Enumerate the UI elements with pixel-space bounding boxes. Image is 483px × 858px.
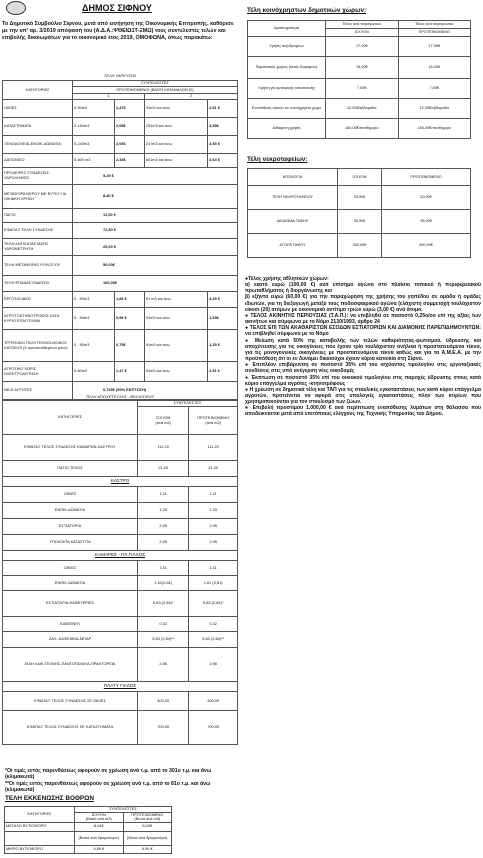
row-item: ΔΙΚΑΙΩΜΑ ΤΑΦΗΣ — [248, 210, 338, 234]
header-current — [138, 407, 189, 435]
row-category: ΟΙΚΙΕΣ — [3, 100, 73, 118]
row-current: 2,56 — [138, 648, 189, 682]
row-category: ΟΙΚΙΕΣ — [3, 487, 138, 503]
header-proposed-label: ΠΡΟΤΕΙΝΟΜΕΝΟ — [131, 811, 164, 817]
table-row — [3, 591, 238, 617]
row-category: ΜΕΤΑΦΟΡΑ ΝΕΡΟΥ ΜΕ ΒΥΤΙΟ ΓΙΑ ΟΙΚΙΑΚΗ ΧΡΗΣΗ — [3, 185, 73, 209]
table-row — [3, 487, 238, 503]
table-row — [3, 118, 238, 136]
row-item: ΤΕΛΗ ΝΕΚΡΟΤΑΦΕΙΟΥ — [248, 186, 338, 210]
row-current: 17,00€ — [326, 37, 399, 57]
row-proposed: 15,00€ — [398, 57, 471, 79]
row-current: 150,00€/πενθήμερο — [326, 119, 399, 139]
row-current: 21,00 — [138, 461, 189, 477]
row-price-2: 2,51 € — [208, 100, 238, 118]
header-tier-1: 1 — [73, 94, 145, 100]
row-value: 25,00 € — [73, 239, 238, 256]
row-current: 0,42 — [138, 617, 189, 632]
header-categories: ΚΑΤΗΓΟΡΙΕΣ — [3, 401, 138, 435]
row-category: ΤΕΛΗ ΕΠΑΝΑΣΥΝΔΕΣΗΣ — [3, 276, 73, 292]
row-current: 1,33 — [138, 503, 189, 519]
row-proposed: 5,83 (2,84)** — [189, 632, 238, 648]
table-row — [3, 292, 238, 308]
row-category: ΠΡΟΧΕΙΡΕΣ ΣΥΝΔΕΣΕΙΣ-ΥΔΡΟΛΗΨΙΕΣ — [3, 168, 73, 185]
table-row — [3, 308, 238, 330]
table-row — [3, 576, 238, 591]
row-category: ΕΦΑΠΑΞ ΤΕΛΟΣ ΣΥΝΔΕΣΗΣ ΚΑΜΑΡΩΝ-ΚΑΣΤΡΟΥ — [3, 435, 138, 461]
septic-table-title: ΤΕΛΗ ΕΚΚΕΝΩΣΗΣ ΒΟΘΡΩΝ — [5, 795, 94, 802]
row-current: 20,00€ — [338, 186, 382, 210]
text-paragraph: ● Η χρέωση σε δημοτικά τέλη και ΤΑΠ για τις σταυλικές εγκαταστάσεις των κατά κύριο επάγγελμα αγροτών, προτείνεται να αφορά στις υπολογιές εγκαταστάσεις πλην των κτιρίων που χρησιμοποιούνται για τον σταυλισμό των ζώων. — [245, 386, 481, 406]
header-coefficients: ΣΥΝΤΕΛΕΣΤΕΣ — [138, 401, 238, 407]
row-current: 2,95 — [138, 519, 189, 535]
row-current: 12,00€/εβδομάδα — [326, 99, 399, 119]
header-categories: ΚΑΤΗΓΟΡΙΕΣ — [5, 807, 75, 823]
table-row — [3, 711, 238, 745]
row-range-2: 91 m3 και άνω — [144, 292, 207, 308]
header-proposed: ΠΡΟΤΕΙΝΟΜΕΝΟ — [398, 29, 471, 37]
row-proposed: 7,00€ — [398, 79, 471, 99]
text-paragraph: ● Έκπτωση σε ποσοστό 35% επί του οικιακού τιμολογίου στις παροχές ύδρευσης στους κατά κύριο επάγγελμα αγρότες -κτηνοτρόφους — [245, 374, 481, 387]
row-proposed: 700,00 — [189, 711, 238, 745]
row-category: ΕΣΤΙΑΤΟΡΙΑ-ΚΑΦΕΤΕΡΙΕΣ — [3, 591, 138, 617]
header-current-unit: (ανά m2) — [155, 419, 171, 425]
header-current: ΙΣΧΥΟΝ — [326, 29, 399, 37]
header-current-label: ΙΣΧΥΟΝ — [156, 414, 171, 420]
row-price-1: 0,75€ — [114, 330, 144, 362]
text-paragraph: ● ΤΕΛΟΣ ΕΠΙ ΤΩΝ ΑΚΑΘΑΡΙΣΤΩΝ ΕΣΟΔΩΝ ΕΣΤΙΑΤΟΡΙΩΝ ΚΑΙ ΔΙΑΜΟΝΗΣ ΠΑΡΕΠΙΔΗΜΟΥΝΤΩΝ: να επιβληθεί σύμφωνα με το Νόμο — [245, 325, 481, 338]
row-category: ΤΡΙΤΕΚΝΟΙ-ΠΟΛΥΤΕΚΝΟΙ-ΜΟΝΙΟΙ ΚΑΤΟΙΚΟΙ (3 προϋποτίθεμένοι μόνο) — [3, 330, 73, 362]
text-paragraph: ● ΤΕΛΟΣ ΑΚΙΝΗΤΗΣ ΠΕΡΙΟΥΣΙΑΣ (Τ.Α.Π.): να επιβληθεί σε ποσοστό 0,25ο/οο επί της αξίας των ακινήτων και σύμφωνα με το Νόμο 2130/1993, άρθρο 24 — [245, 312, 481, 326]
row-activity: Εναπόθεση υλικών σε κοινόχρηστο χώρο — [248, 99, 326, 119]
table-row — [3, 648, 238, 682]
row-category: ΝΕΟΙ ΑΓΡΟΤΕΣ — [3, 382, 73, 400]
text-paragraph: ● Επιπλέον επιβάρυνση σε ποσοστό 35% επί του ισχύοντος τιμολογίου στις εργοταξιακές συνδέσεις στις υπό ανέγερση νέες οικοδομές — [245, 362, 481, 375]
row-price-1: 1,86 € — [114, 292, 144, 308]
row-range-2: 601m3 και άνω — [144, 154, 207, 168]
public-space-title: Τέλη κοινόχρηστων δημοτικών χώρων: — [247, 7, 367, 14]
row-current: 2,95 — [138, 535, 189, 551]
header-proposed — [123, 812, 172, 822]
table-row — [248, 79, 471, 99]
row-price-2: 3,53 € — [208, 136, 238, 154]
page-title: ΔΗΜΟΣ ΣΙΦΝΟΥ — [82, 3, 152, 13]
table-row — [248, 99, 471, 119]
municipality-emblem-icon — [6, 1, 26, 15]
row-price-1: 2,34€ — [114, 154, 144, 168]
row-current: 1,11 — [138, 561, 189, 576]
sewage-table-caption: ΤΕΛΗ ΑΠΟΧΕΤΕΥΣΗΣ - ΒΙΟΛΟΓΙΚΟΥ — [85, 394, 155, 399]
row-current: 1,61(0,81) — [138, 576, 189, 591]
row-price-2: 1,63€ — [208, 308, 238, 330]
row-category: ΔΑΠΟΝΕΙΟ — [3, 154, 73, 168]
row-range-1: 0-90m3 — [73, 100, 115, 118]
row-proposed: 2,95 — [189, 535, 238, 551]
row-current: 5,83 (2,84)* — [138, 591, 189, 617]
footnote-2: **Οι τιμές εντός παρενθέσεως αφορούν σε χρέωση ανά τ.μ. από το 81ο τ.μ. και άνω (κλιμακωτά) — [5, 781, 211, 794]
row-proposed: 21,00 — [189, 461, 238, 477]
row-category: ΕΦΑΠΑΞ ΤΕΛΟΣ ΣΥΝΔΕΣΗΣ ΣΕ ΟΙΚΙΕΣ — [3, 692, 138, 711]
row-current: 9,59 € — [75, 845, 124, 853]
row-category: ΜΙΚΡΟ ΒΥΤΙΟΦΟΡΟ — [5, 845, 75, 853]
decision-text — [245, 276, 481, 418]
row-proposed: 2,95 — [189, 519, 238, 535]
table-row — [3, 435, 238, 461]
row-price-2: 2,51 € — [208, 362, 238, 382]
row-proposed: 2,56 — [189, 648, 238, 682]
row-proposed: 9,59 € — [123, 845, 172, 853]
table-row — [3, 223, 238, 239]
row-proposed: 111,20 — [189, 435, 238, 461]
row-current: 5,83 (2,84)** — [138, 632, 189, 648]
cemetery-fees-table — [247, 168, 471, 258]
section-row — [3, 551, 238, 561]
table-row — [3, 276, 238, 292]
table-row — [3, 154, 238, 168]
cemetery-title: Τέλη νεκροταφείων: — [247, 156, 308, 163]
row-category: ΕΡΓΟΤΑΞΙΑΚΟ — [3, 292, 73, 308]
row-price-1: 2,08€ — [114, 118, 144, 136]
row-proposed: 1,11 — [189, 561, 238, 576]
table-row — [248, 210, 471, 234]
section-heading: ΚΑΣΤΡΟ — [3, 477, 238, 487]
table-row — [3, 136, 238, 154]
row-range-2: 24 lm3 και άνω — [144, 136, 207, 154]
row-category: ΑΓΡΟΤΟΚΤΗΝΟΤΡΟΦΟΙ ΚΑΤΑ ΚΥΡΙΟ ΕΠΑΓΓΕΛΜΑ — [3, 308, 73, 330]
row-category: ΕΦΑΠΑΞ ΤΕΛΗ ΣΥΝΔΕΣΗΣ — [3, 223, 73, 239]
row-category: ΚΑΤΑΣΤΗΜΑΤΑ — [3, 118, 73, 136]
row-category: ΤΕΛΗ ΜΕΤΑΦΟΡΑΣ ΡΟΛΟΓΙΟΥ — [3, 256, 73, 276]
header-current — [75, 812, 124, 822]
row-range-2: 91m3 και άνω — [144, 100, 207, 118]
septic-fees-table — [4, 806, 172, 854]
header-tier-2: 2 — [144, 94, 237, 100]
row-current: 8,04€ — [75, 822, 124, 831]
table-row — [248, 186, 471, 210]
header-coefficients: ΣΥΝΤΕΛΕΣΤΕΣ — [75, 807, 172, 813]
table-row — [3, 239, 238, 256]
table-row — [3, 561, 238, 576]
table-row — [5, 822, 172, 831]
row-range-2: 81m3 και άνω — [144, 362, 207, 382]
row-range-2: 91m3 και άνω — [144, 330, 207, 362]
row-range-2: 151m3 και άνω — [144, 118, 207, 136]
table-row — [3, 632, 238, 648]
header-fee-a: Τέλος ανά τετραγωνικό — [326, 21, 399, 29]
row-current: 15,00€ — [326, 57, 399, 79]
text-paragraph: β) εξήντα ευρώ (60,00 €) για την παραχώρηση της χρήσης του γηπέδου σε ομάδα ή ομάδες ιδιωτών, για τη διεξαγωγή μεταξύ τους ποδοσφαιρικού αγώνα (ελάχιστη συμμετοχή τουλάχιστον είκοσι (20) ατόμων με οικονομικό αντίτιμο τριών ευρώ (3,00 €) ανά άτομο. — [245, 294, 481, 313]
header-apologia: ΑΠΟΛΟΓΙΑ — [248, 169, 338, 186]
row-activity: Αιθαίρετη χρήση — [248, 119, 326, 139]
row-proposed: 5,83 (2,84)* — [189, 591, 238, 617]
row-range-1: 0 - 90m3 — [73, 308, 115, 330]
header-categories: ΚΑΤΗΓΟΡΙΕΣ — [3, 81, 73, 100]
table-row — [3, 461, 238, 477]
section-row — [3, 682, 238, 692]
row-category: ΕΙΔΗ ΛΑΙΚ.ΤΕΧΝΗΣ-ΠΑΝΤΟΠΩΛΕΙΑ-ΠΡΑΚΤΟΡΕΙΑ — [3, 648, 138, 682]
row-category: ΠΑΓΙΟ — [3, 209, 73, 223]
header-proposed — [189, 407, 238, 435]
row-proposed: 8,04€ — [123, 822, 172, 831]
header-current-label: ΙΣΧΥΟΝ — [91, 811, 106, 817]
row-proposed: 1,61 (0,81) — [189, 576, 238, 591]
header-coefficients: ΣΥΝΤΕΛΕΣΤΕΣ — [73, 81, 238, 87]
header-proposed: ΠΡΟΤΕΙΝΟΜΕΝΟ — [382, 169, 471, 186]
row-current: 400,00 — [138, 692, 189, 711]
row-value: 72,90 € — [73, 223, 238, 239]
row-current: 1,11 — [138, 487, 189, 503]
row-category: ΕΣΤΙΑΤΟΡΙΑ — [3, 519, 138, 535]
table-row — [3, 519, 238, 535]
table-row — [248, 119, 471, 139]
row-value: 50,00€ — [73, 256, 238, 276]
row-activity: Χρήση πεζοδρομίων — [248, 37, 326, 57]
row-proposed: 0,42 — [189, 617, 238, 632]
row-category: ΖΑΧ.-ΚΑΦΕΝΕΙΑ-ΜΠΑΡ — [3, 632, 138, 648]
header-fee-b: Τέλος ανά τετραγωνικό — [398, 21, 471, 29]
row-range-1: 0-80m3 — [73, 362, 115, 382]
public-space-fees-table — [247, 20, 471, 139]
text-paragraph: ●Τέλος χρήσης αθλητικών χώρων: — [245, 276, 329, 282]
text-paragraph: α) εκατό ευρώ (100,00 €) ανά επίσημο αγώνα στο πλαίσιο τοπικού ή περιφερειακού πρωταθλήματος ή διοργάνωσης και — [245, 282, 481, 295]
table-row — [3, 692, 238, 711]
table-row — [3, 256, 238, 276]
row-activity: Παραλιακός χώρος (εκτός Καμαρών) — [248, 57, 326, 79]
header-current-unit: (Βυτιό ανά m3) — [85, 816, 112, 822]
header-proposed-label: ΠΡΟΤΕΙΝΟΜΕΝΟ — [197, 414, 230, 420]
header-proposed: ΠΡΟΤΕΙΝΟΜΕΝΟΙ (ΒΑΣΕΙ ΚΑΤΑΝΑΛΩΣΗΣ) — [73, 87, 238, 94]
row-category: ΞΕΝΟΔΟΧΕΙΑ-ΕΝΟΙΚ.ΔΩΜΑΤΙΑ — [3, 136, 73, 154]
section-row — [3, 477, 238, 487]
water-table-caption: ΤΕΛΗ ΥΔΡΕΥΣΗΣ — [103, 73, 137, 78]
row-price-2: 3,64 € — [208, 154, 238, 168]
row-range-1: 0-150m3 — [73, 118, 115, 136]
row-category: ΟΙΚΙΕΣ — [3, 561, 138, 576]
table-row — [3, 535, 238, 551]
header-proposed-unit: (Βυτιό ανά m3) — [134, 816, 161, 822]
header-proposed-unit-2: (Βυτιό ανά δρομολόγιο) — [123, 831, 172, 845]
row-current: 35,00€ — [338, 210, 382, 234]
row-category: ΥΠΟΛΟΙΠΑ ΚΑΤΑΣΤ/ΤΑ — [3, 535, 138, 551]
row-activity: Χρήση για εμπορικής κατασκευής — [248, 79, 326, 99]
row-proposed: 17,00€ — [398, 37, 471, 57]
header-current: ΙΣΧΥΟΝ — [338, 169, 382, 186]
intro-paragraph: Το Δημοτικό Συμβούλιο Σίφνου, μετά από εισήγηση της Οικονομικής Επιτροπής, καθόρισε με την υπ' αρ. 3/2019 απόφασή του (Α.Δ.Α.:ΨΘΕΙΩ1Τ-ΞΜΩ) τους συντελεστές τελών και επιβολής δικαιωμάτων για το οικονομικό έτος 2019, ΟΜΟΦΩΝΑ, όπως παρακάτω: — [2, 21, 234, 41]
row-current: 300,00€ — [338, 234, 382, 258]
row-value: 8,40 € — [73, 185, 238, 209]
row-current: 7,00€ — [326, 79, 399, 99]
row-category: ΤΕΛΗ ΑΝΤΙΚΑΤΑΣΤΑΣΗΣ ΥΔΡΟΜΕΤΡΗΤΗ — [3, 239, 73, 256]
row-proposed: 20,00€ — [382, 186, 471, 210]
water-fees-table — [2, 80, 238, 400]
row-value: 5,25 € — [73, 168, 238, 185]
table-row — [3, 362, 238, 382]
row-proposed: 300,00€ — [382, 234, 471, 258]
row-price-2: 3,29 € — [208, 292, 238, 308]
row-proposed: 35,00€ — [382, 210, 471, 234]
table-row — [3, 100, 238, 118]
row-value: 100,00€ — [73, 276, 238, 292]
text-paragraph: ● Επιβολή προστίμου 1.000,00 € ανά περίπτωση εναπόθεσης λυμάτων στη θάλασσα που αποδεικνύεται μετά από επιτόπιους ελέγχους της Τεχνικής Υπηρεσίας του Δήμου. — [245, 405, 481, 418]
row-price-1: 1,47 € — [114, 362, 144, 382]
row-category: ΜΕΓΑΛΟ ΒΥΤΙΟΦΟΡΟ — [5, 822, 75, 831]
table-row — [248, 37, 471, 57]
footnote-1: *Οι τιμές εντός παρενθέσεως αφορούν σε χρέωση ανά τ.μ. από το 301ο τ.μ. και άνω (κλιμακωτά) — [5, 768, 212, 781]
row-item: ΑΓΟΡΑ ΤΑΦΟΥ — [248, 234, 338, 258]
row-proposed: 1,33 — [189, 503, 238, 519]
row-range-1: 0-600 m3 — [73, 154, 115, 168]
header-proposed-unit: (ανά m2) — [205, 419, 221, 425]
row-category: ΚΑΜΠΙΝΓΚ — [3, 617, 138, 632]
row-category: ΕΝΟΙΚ.ΔΩΜΑΤΙΑ — [3, 503, 138, 519]
row-range-1: 0-240m3 — [73, 136, 115, 154]
header-activity: Δραστηριότητα — [248, 21, 326, 37]
table-row — [5, 845, 172, 853]
table-row — [248, 234, 471, 258]
row-proposed: 1,11 — [189, 487, 238, 503]
row-price-1: 2,06€ — [114, 136, 144, 154]
row-current: 111,20 — [138, 435, 189, 461]
table-row — [3, 503, 238, 519]
section-heading: ΚΑΜΑΡΕΣ - ΠΛ.ΓΙΑΛΟΣ — [3, 551, 238, 561]
row-price-1: 1,47€ — [114, 100, 144, 118]
row-price-2: 1,25 € — [208, 330, 238, 362]
row-range-2: 91m3 και άνω — [144, 308, 207, 330]
row-price-1: 0,96 € — [114, 308, 144, 330]
table-row — [3, 330, 238, 362]
spacer-cell — [5, 831, 75, 845]
row-category: ΕΦΑΠΑΞ ΤΕΛΟΣ ΣΥΝΔΕΣΗΣ ΣΕ ΚΑΤΑΣΤΗΜΑΤΑ — [3, 711, 138, 745]
row-proposed: 150,00€/πενθήμερο — [398, 119, 471, 139]
row-range-1: 0 - 90m3 — [73, 292, 115, 308]
row-proposed: 12,00€/εβδομάδα — [398, 99, 471, 119]
row-proposed: 400,00 — [189, 692, 238, 711]
sewage-fees-table — [2, 400, 238, 745]
row-value: 11,00 € — [73, 209, 238, 223]
row-category: ΠΑΓΙΟ ΤΕΛΟΣ — [3, 461, 138, 477]
table-row — [248, 57, 471, 79]
table-row — [3, 185, 238, 209]
row-price-2: 3,53€ — [208, 118, 238, 136]
row-range-1: 0 - 90m3 — [73, 330, 115, 362]
row-category: ΕΝΟΙΚ.ΔΩΜΑΤΙΑ — [3, 576, 138, 591]
row-category: ΑΓΡΟΤΙΚΟ ΧΩΡΙΣ ΗΛΕΚΤΡΟΔΟΤΗΣΗ — [3, 362, 73, 382]
header-current-unit-2: (Βυτιό ανά δρομολόγιο) — [75, 831, 124, 845]
table-row — [3, 168, 238, 185]
table-row — [3, 209, 238, 223]
text-paragraph: ● Μείωση κατά 50% της καταβολής των τελών καθαριότητας-φωτισμού, ύδρευσης και αποχέτευσης για τις οικογένειες που έχουν τρία τουλάχιστον ανήλικα ή προστατευόμενα τέκνα, για τις μονογονεικές οικογένειες με προστατευόμενα τέκνα καθώς και για τα Α.Μ.Ε.Α, με την προϋπόθεση ότι οι εν δυνάμει δικαιούχοι έχουν κύρια κατοικία στη Σίφνο. — [245, 337, 481, 363]
table-row — [3, 617, 238, 632]
row-current: 700,00 — [138, 711, 189, 745]
row-value: 0,735€ (50% ΕΚΠΤΩΣΗ) — [73, 382, 238, 400]
section-heading: ΠΛΑΤΥ ΓΙΑΛΟΣ — [3, 682, 238, 692]
